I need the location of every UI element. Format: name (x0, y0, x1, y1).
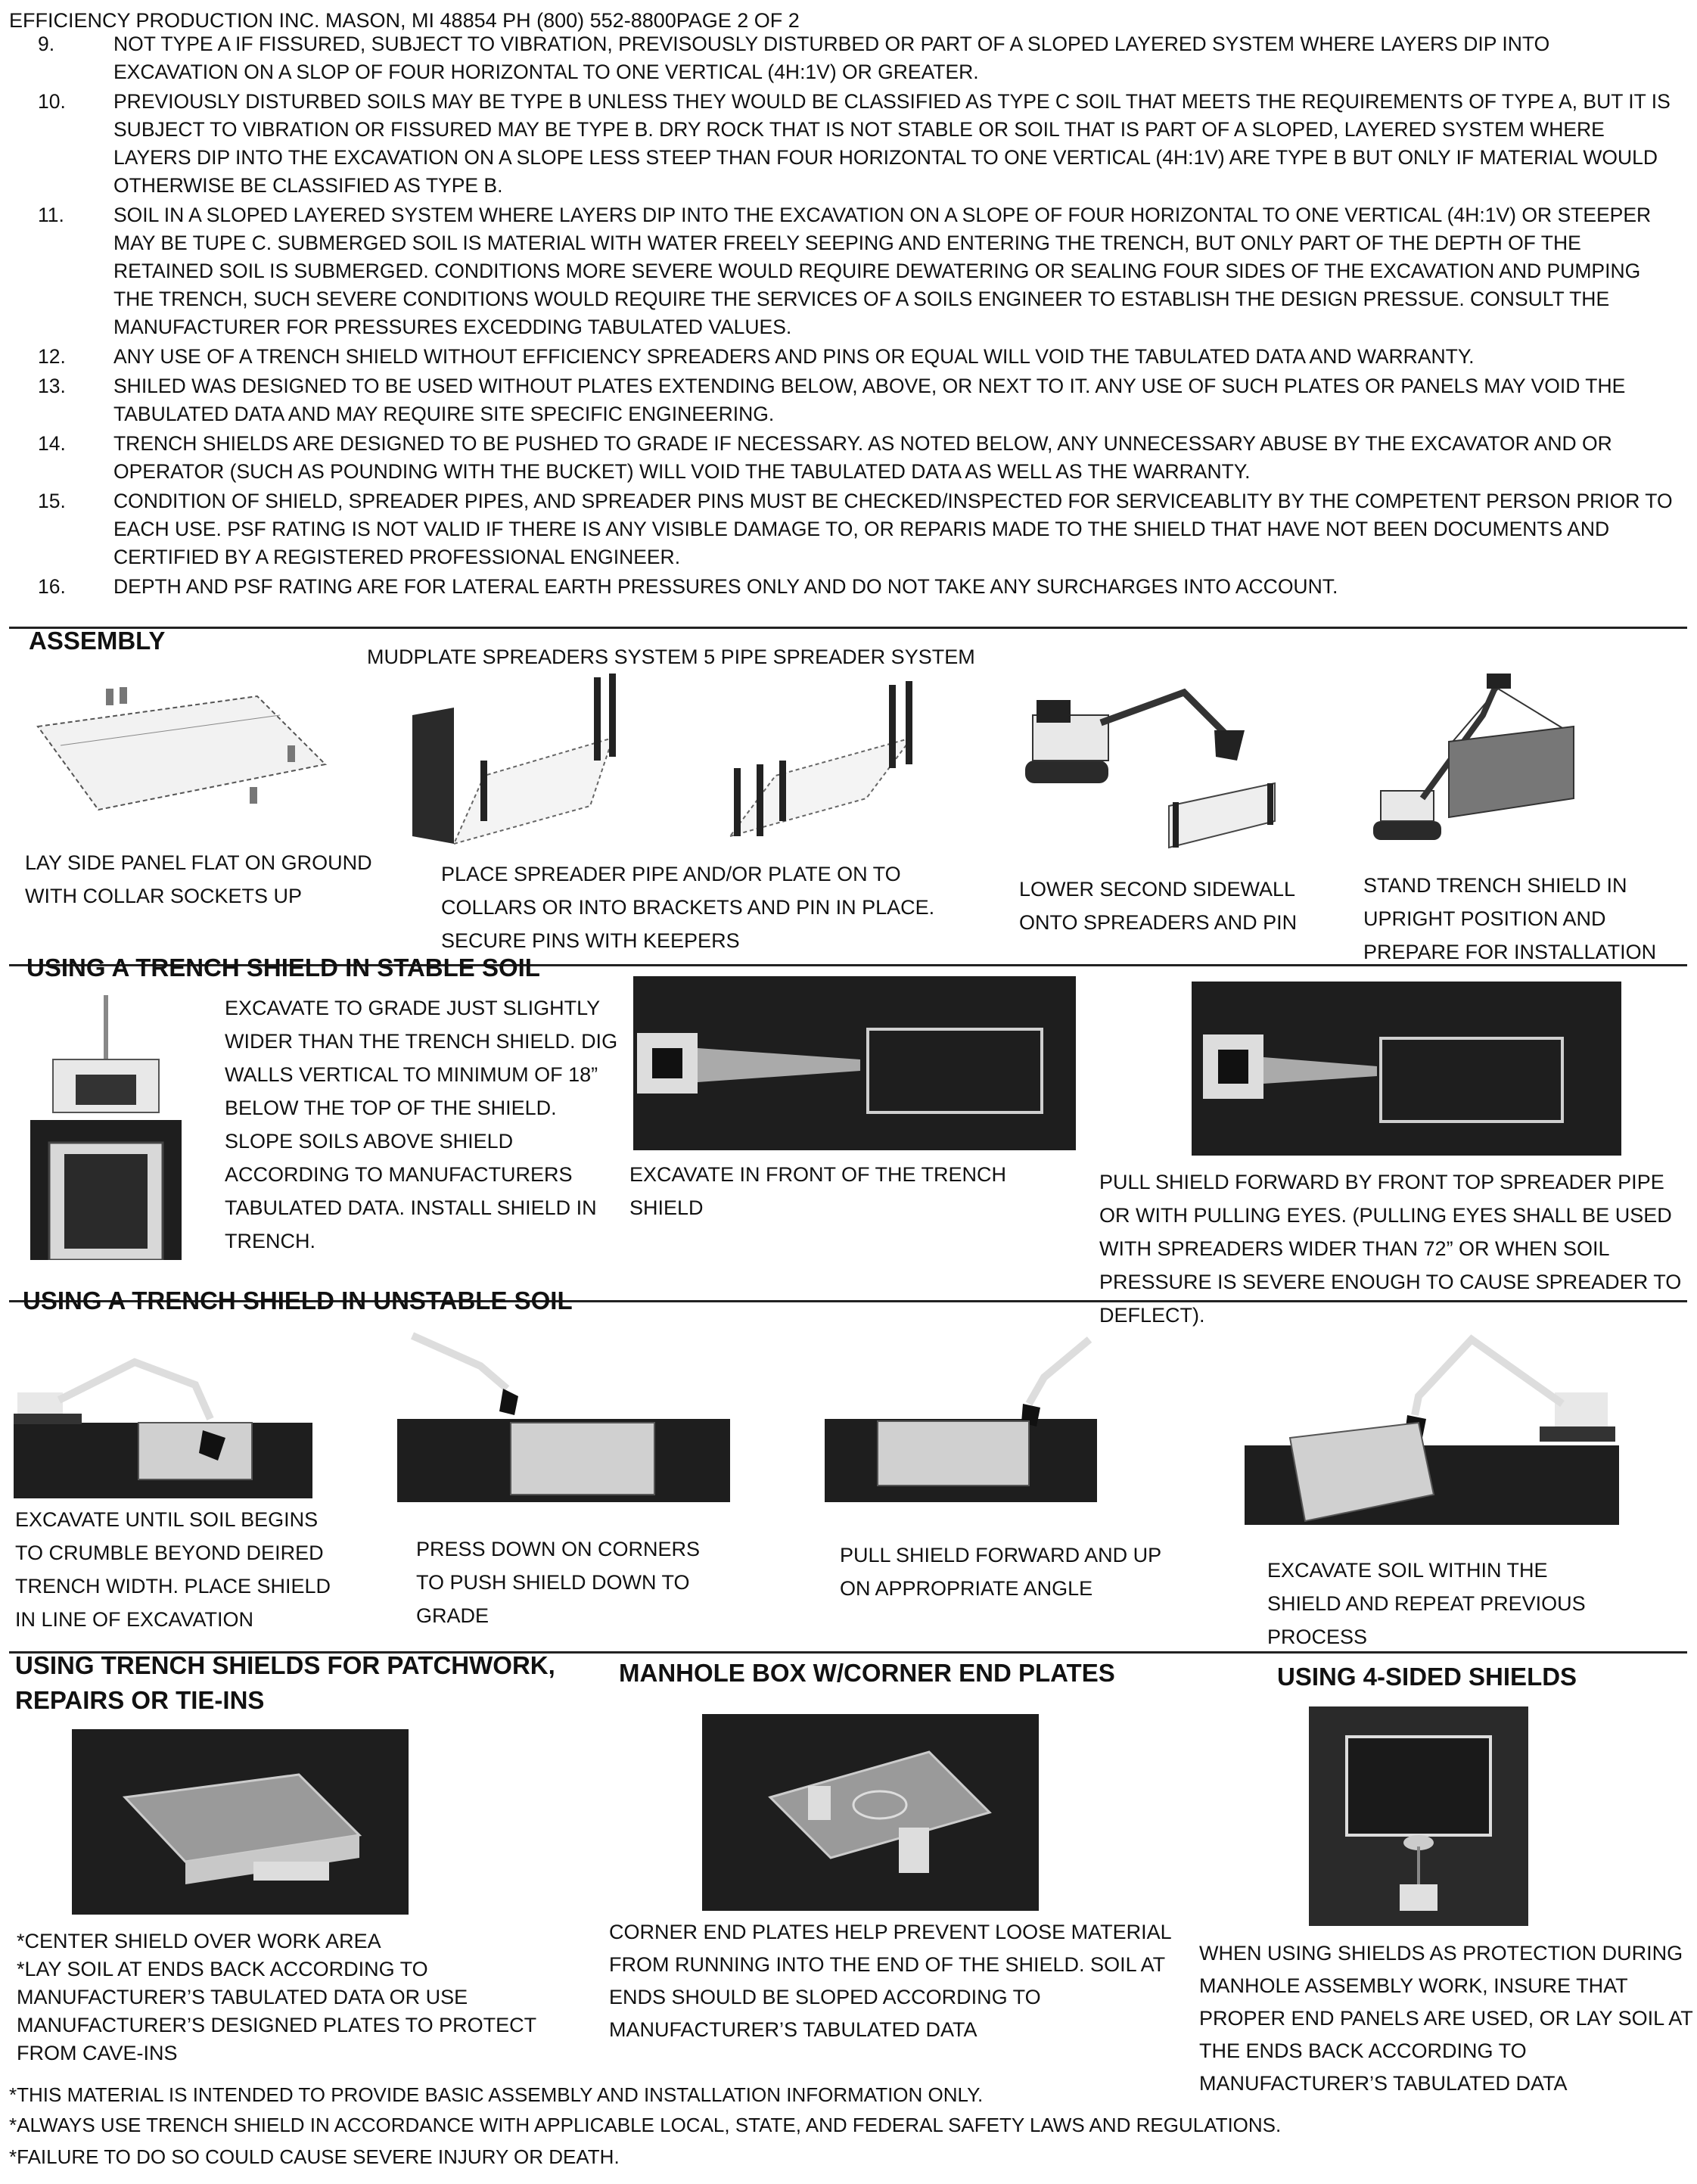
note-number: 14. (38, 432, 66, 455)
unstable-step-1-text: EXCAVATE UNTIL SOIL BEGINS TO CRUMBLE BEYOND DEIRED TRENCH WIDTH. PLACE SHIELD IN LINE OF EXCAVATION (15, 1508, 331, 1631)
footer-line: *ALWAYS USE TRENCH SHIELD IN ACCORDANCE WITH APPLICABLE LOCAL, STATE, AND FEDERAL SAFETY LAWS AND REGULATIONS. (9, 2114, 1282, 2136)
unstable-step-1-illustration (14, 1347, 312, 1498)
assembly-step-3: LOWER SECOND SIDEWALL ONTO SPREADERS AND PIN (1019, 878, 1298, 934)
stable-soil-title: USING A TRENCH SHIELD IN STABLE SOIL (26, 954, 540, 982)
excavator-lowering-sidewall-illustration (1018, 670, 1290, 859)
unstable-step-4-illustration (1245, 1332, 1619, 1551)
note-number: 11. (38, 204, 64, 226)
note-text: SOIL IN A SLOPED LAYERED SYSTEM WHERE LAYERS DIP INTO THE EXCAVATION ON A SLOPE OF FOUR HORIZONTAL TO ONE VERTICAL (4H:1V) OR STEEPER MAY BE TUPE C. SUBMERGED SOIL IS MATERIAL WITH WATER FREELY SEEPING AND ENTERING THE TRENCH, BUT ONLY PART OF THE DEPTH OF THE RETAINED SOIL IS SUBMERGED. CONDITIONS MORE SEVERE WOULD REQUIRE DEWATERING OR SEALING FOUR SIDES OF THE EXCAVATION AND PUMPING THE TRENCH, SUCH SEVERE CONDITIONS WOULD REQUIRE THE SERVICES OF A SOILS ENGINEER TO ESTABLISH THE DESIGN PRESSUE. CONSULT THE MANUFACTURER FOR PRESSURES EXCEDDING TABULATED VALUES. (113, 204, 1652, 338)
unstable-step-2-illustration (397, 1321, 730, 1502)
assembly-step-1: LAY SIDE PANEL FLAT ON GROUND WITH COLLAR SOCKETS UP (25, 851, 372, 907)
shield-in-trench-illustration (30, 991, 182, 1260)
note-number: 10. (38, 90, 66, 113)
pipe-spreader-illustration (707, 670, 934, 851)
unstable-step-4-text: EXCAVATE SOIL WITHIN THE SHIELD AND REPEAT PREVIOUS PROCESS (1267, 1559, 1586, 1648)
note-text: SHILED WAS DESIGNED TO BE USED WITHOUT PLATES EXTENDING BELOW, ABOVE, OR NEXT TO IT. ANY USE OF SUCH PLATES OR PANELS MAY VOID THE TABULATED DATA AND MAY REQUIRE SITE SPECIFIC ENGINEERING. (113, 375, 1626, 425)
side-panel-flat-illustration (30, 674, 333, 840)
stable-step-2: EXCAVATE IN FRONT OF THE TRENCH SHIELD (629, 1163, 1007, 1219)
note-text: ANY USE OF A TRENCH SHIELD WITHOUT EFFICIENCY SPREADERS AND PINS OR EQUAL WILL VOID THE TABULATED DATA AND WARRANTY. (113, 345, 1475, 368)
manhole-title: MANHOLE BOX W/CORNER END PLATES (619, 1659, 1115, 1687)
four-sided-shield-illustration (1309, 1706, 1528, 1926)
note-item (15, 430, 1680, 486)
note-text: NOT TYPE A IF FISSURED, SUBJECT TO VIBRATION, PREVISOUSLY DISTURBED OR PART OF A SLOPED LAYERED SYSTEM WHERE LAYERS DIP INTO EXCAVATION ON A SLOP OF FOUR HORIZONTAL TO ONE VERTICAL (4H:1V) OR GREATER. (113, 33, 1550, 83)
stable-step-1: EXCAVATE TO GRADE JUST SLIGHTLY WIDER THAN THE TRENCH SHIELD. DIG WALLS VERTICAL TO MINIMUM OF 18” BELOW THE TOP OF THE SHIELD. SLOPE SOILS ABOVE SHIELD ACCORDING TO MANUFACTURERS TABULATED DATA. INSTALL SHIELD IN TRENCH. (225, 997, 618, 1252)
note-item (15, 487, 1680, 571)
divider (9, 627, 1687, 629)
page-header: EFFICIENCY PRODUCTION INC. MASON, MI 48854 PH (800) 552-8800PAGE 2 OF 2 (9, 9, 800, 32)
patchwork-title: USING TRENCH SHIELDS FOR PATCHWORK, REPAIRS OR TIE-INS (15, 1651, 555, 1714)
patchwork-text: *CENTER SHIELD OVER WORK AREA *LAY SOIL AT ENDS BACK ACCORDING TO MANUFACTURER’S TABULATED DATA OR USE MANUFACTURER’S DESIGNED PLATES TO PROTECT FROM CAVE-INS (17, 1930, 536, 2064)
note-text: DEPTH AND PSF RATING ARE FOR LATERAL EARTH PRESSURES ONLY AND DO NOT TAKE ANY SURCHARGES INTO ACCOUNT. (113, 575, 1338, 598)
note-number: 15. (38, 490, 66, 512)
note-text: PREVIOUSLY DISTURBED SOILS MAY BE TYPE B UNLESS THEY WOULD BE CLASSIFIED AS TYPE C SOIL THAT MEETS THE REQUIREMENTS OF TYPE A, BUT IT IS SUBJECT TO VIBRATION OR FISSURED MAY BE TYPE B. DRY ROCK THAT IS NOT STABLE OR SOIL THAT IS PART OF A SLOPED, LAYERED SYSTEM WHERE LAYERS DIP INTO THE EXCAVATION ON A SLOPE LESS STEEP THAN FOUR HORIZONTAL TO ONE VERTICAL (4H:1V) ARE TYPE B BUT ONLY IF MATERIAL WOULD OTHERWISE BE CLASSIFIED AS TYPE B. (113, 90, 1671, 197)
note-number: 9. (38, 33, 55, 55)
note-text: TRENCH SHIELDS ARE DESIGNED TO BE PUSHED TO GRADE IF NECESSARY. AS NOTED BELOW, ANY UNNECESSARY ABUSE BY THE EXCAVATOR AND OR OPERATOR (SUCH AS POUNDING WITH THE BUCKET) WILL VOID THE TABULATED DATA AS WELL AS THE WARRANTY. (113, 432, 1612, 483)
assembly-step-2: PLACE SPREADER PIPE AND/OR PLATE ON TO COLLARS OR INTO BRACKETS AND PIN IN PLACE. SECURE PINS WITH KEEPERS (441, 863, 935, 952)
note-item (15, 573, 1680, 601)
mudplate-spreader-illustration (401, 670, 628, 851)
patchwork-shield-illustration (72, 1729, 409, 1915)
note-item (15, 201, 1680, 341)
manhole-text: CORNER END PLATES HELP PREVENT LOOSE MATERIAL FROM RUNNING INTO THE END OF THE SHIELD. SOIL AT ENDS SHOULD BE SLOPED ACCORDING TO MANUFACTURER’S TABULATED DATA (609, 1921, 1171, 2041)
note-item (15, 372, 1680, 428)
unstable-step-2-text: PRESS DOWN ON CORNERS TO PUSH SHIELD DOWN TO GRADE (416, 1538, 701, 1627)
pull-shield-forward-illustration (1192, 982, 1621, 1156)
assembly-subtitle: MUDPLATE SPREADERS SYSTEM 5 PIPE SPREADER SYSTEM (367, 646, 975, 668)
note-text: CONDITION OF SHIELD, SPREADER PIPES, AND SPREADER PINS MUST BE CHECKED/INSPECTED FOR SERVICEABLITY BY THE COMPETENT PERSON PRIOR TO EACH USE. PSF RATING IS NOT VALID IF THERE IS ANY VISIBLE DAMAGE TO, OR REPARIS MADE TO THE SHIELD THAT HAVE NOT BEEN DOCUMENTS AND CERTIFIED BY A REGISTERED PROFESSIONAL ENGINEER. (113, 490, 1673, 568)
note-number: 12. (38, 345, 66, 368)
unstable-step-3-illustration (825, 1332, 1097, 1502)
note-item (15, 343, 1680, 371)
footer-line: *FAILURE TO DO SO COULD CAUSE SEVERE INJURY OR DEATH. (9, 2145, 620, 2168)
stable-step-3: PULL SHIELD FORWARD BY FRONT TOP SPREADER PIPE OR WITH PULLING EYES. (PULLING EYES SHALL BE USED WITH SPREADERS WIDER THAN 72” OR WHEN SOIL PRESSURE IS SEVERE ENOUGH TO CAUSE SPREADER TO DEFLECT). (1099, 1171, 1682, 1327)
note-item (15, 88, 1680, 200)
unstable-step-3-text: PULL SHIELD FORWARD AND UP ON APPROPRIATE ANGLE (840, 1544, 1161, 1600)
assembly-step-4: STAND TRENCH SHIELD IN UPRIGHT POSITION AND PREPARE FOR INSTALLATION (1363, 874, 1657, 963)
excavate-front-illustration (633, 976, 1076, 1150)
stand-shield-upright-illustration (1369, 670, 1596, 859)
note-number: 16. (38, 575, 66, 598)
note-number: 13. (38, 375, 66, 397)
note-item (15, 30, 1680, 86)
four-sided-title: USING 4-SIDED SHIELDS (1277, 1663, 1577, 1691)
manhole-box-illustration (702, 1714, 1039, 1911)
four-sided-text: WHEN USING SHIELDS AS PROTECTION DURING MANHOLE ASSEMBLY WORK, INSURE THAT PROPER END PANELS ARE USED, OR LAY SOIL AT THE ENDS BACK ACCORDING TO MANUFACTURER’S TABULATED DATA (1199, 1942, 1693, 2095)
assembly-title: ASSEMBLY (29, 627, 166, 655)
footer-line: *THIS MATERIAL IS INTENDED TO PROVIDE BASIC ASSEMBLY AND INSTALLATION INFORMATION ONLY. (9, 2083, 984, 2106)
unstable-soil-title: USING A TRENCH SHIELD IN UNSTABLE SOIL (23, 1286, 573, 1314)
notes-list (15, 30, 1680, 602)
